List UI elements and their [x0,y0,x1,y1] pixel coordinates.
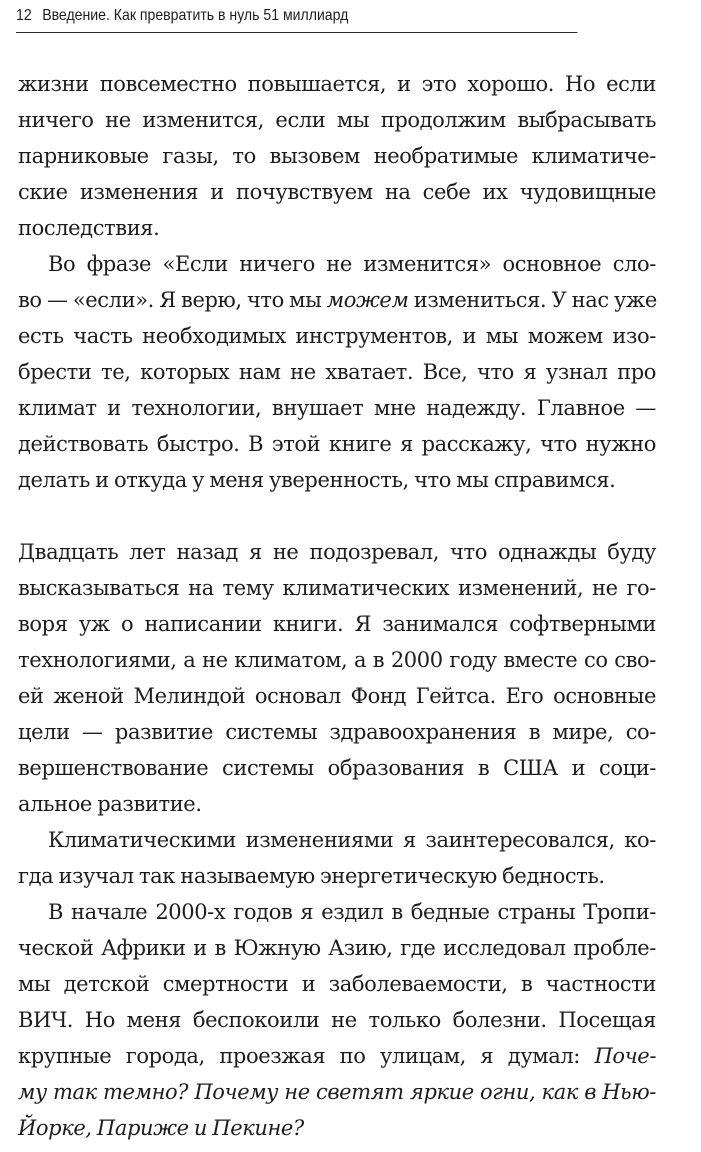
text-line: гда изучал так называемую энергетическую бедность. [18,864,605,888]
emphasis-text: можем [326,288,409,312]
paragraph-1 [18,66,656,246]
text-line: альное развитие. [18,792,202,816]
text-line: Во фразе «Если ничего не изменится» основное сло- [48,252,656,276]
section-break [18,498,656,534]
text-line: В начале 2000-х годов я ездил в бедные страны Тропи- [48,900,656,924]
text-line: есть часть необходимых инструментов, и мы можем изо- [18,324,656,348]
page-number: 12 [16,7,32,24]
text-line: ей женой Мелиндой основал Фонд Гейтса. Его основные [18,684,656,708]
text-line: ничего не изменится, если мы продолжим выбрасывать [18,108,656,132]
text-line: цели — развитие системы здравоохранения в мире, со- [18,720,656,744]
text-line: ские изменения и почувствуем на себе их чудовищные [18,180,656,204]
text-line: климат и технологии, внушает мне надежду. Главное — [18,396,656,420]
text-line: делать и откуда у меня уверенность, что мы справимся. [18,468,616,492]
text-fragment: во — «если». Я верю, что мы [18,288,322,312]
paragraph-5 [18,894,656,1146]
text-line: ческой Африки и в Южную Азию, где исследовал пробле- [18,936,656,960]
text-line: парниковые газы, то вызовем необратимые климатиче- [18,144,656,168]
text-fragment: измениться. У нас уже [413,288,657,312]
text-line: воря уж о написании книги. Я занимался софтверными [18,612,656,636]
emphasis-text: му так темно? Почему не светят яркие огни, как в Нью- [18,1080,656,1104]
running-title: Введение. Как превратить в нуль 51 миллиард [42,7,349,24]
text-line: Климатическими изменениями я заинтересовался, ко- [48,828,656,852]
text-line [18,1038,656,1074]
emphasis-text: Поче- [594,1044,657,1068]
paragraph-3 [18,534,656,822]
text-line: вершенствование системы образования в США и соци- [18,756,656,780]
paragraph-2 [18,246,656,498]
text-line: последствия. [18,216,160,240]
emphasis-text: Йорке, Париже и Пекине? [18,1116,304,1140]
text-line: Двадцать лет назад я не подозревал, что однажды буду [18,540,656,564]
text-line: брести те, которых нам не хватает. Все, что я узнал про [18,360,656,384]
text-line: высказываться на тему климатических изменений, не го- [18,576,656,600]
text-line: мы детской смертности и заболеваемости, в частности [18,972,656,996]
text-line [18,282,656,318]
text-line: действовать быстро. В этой книге я расскажу, что нужно [18,432,656,456]
text-line [18,1074,656,1110]
paragraph-4 [18,822,656,894]
text-line: ВИЧ. Но меня беспокоили не только болезни. Посещая [18,1008,656,1032]
text-line: технологиями, а не климатом, а в 2000 году вместе со сво- [18,648,656,672]
text-line: жизни повсеместно повышается, и это хорошо. Но если [18,72,656,96]
text-line [18,1110,656,1146]
running-header [16,4,577,33]
text-fragment: крупные города, проезжая по улицам, я думал: [18,1044,580,1068]
body-text [18,66,656,1146]
